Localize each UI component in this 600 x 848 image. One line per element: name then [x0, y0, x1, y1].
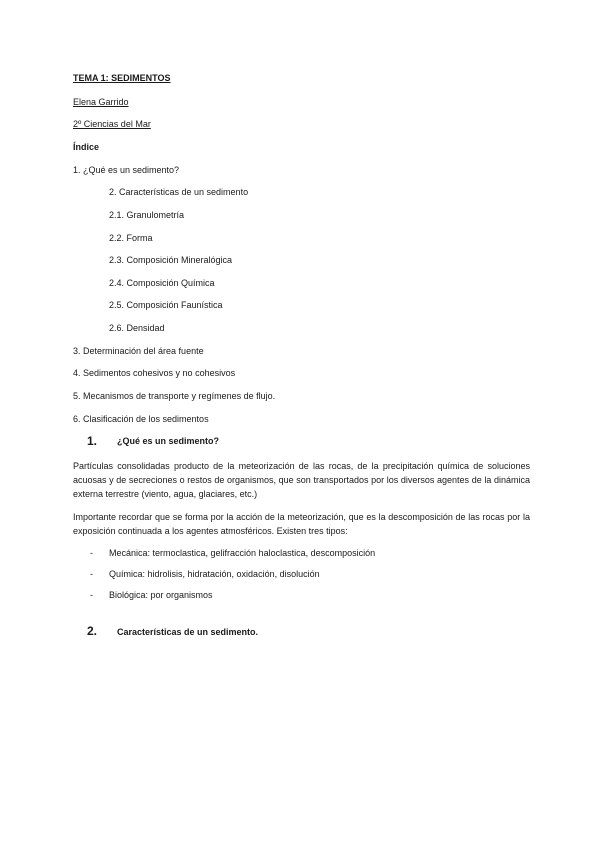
- index-item: 4. Sedimentos cohesivos y no cohesivos: [73, 368, 236, 378]
- index-item: 2. Características de un sedimento: [109, 187, 249, 197]
- list-item: Mecánica: termoclastica, gelifracción haloclastica, descomposición: [109, 548, 376, 558]
- index-item: 3. Determinación del área fuente: [73, 346, 204, 356]
- section-title: Características de un sedimento.: [117, 627, 259, 637]
- list-item: Química: hidrolisis, hidratación, oxidación, disolución: [109, 569, 320, 579]
- bullet-marker: -: [90, 569, 93, 579]
- section-number: 1.: [87, 434, 98, 448]
- index-item: 2.1. Granulometría: [109, 210, 185, 220]
- index-item: 2.5. Composición Faunística: [109, 300, 223, 310]
- section-number: 2.: [87, 624, 98, 638]
- section-title: ¿Qué es un sedimento?: [117, 436, 220, 446]
- document-title: TEMA 1: SEDIMENTOS: [73, 73, 171, 83]
- bullet-marker: -: [90, 548, 93, 558]
- index-item: 2.3. Composición Mineralógica: [109, 255, 233, 265]
- index-item: 6. Clasificación de los sedimentos: [73, 414, 209, 424]
- index-heading: Índice: [73, 142, 100, 152]
- list-item: Biológica: por organismos: [109, 590, 213, 600]
- bullet-marker: -: [90, 590, 93, 600]
- index-item: 2.6. Densidad: [109, 323, 165, 333]
- paragraph-weathering: Importante recordar que se forma por la acción de la meteorización, que es la descomposición de las rocas por la exposición continuada a los agentes atmosféricos. Existen tres tipos:: [73, 512, 530, 536]
- paragraph-definition: Partículas consolidadas producto de la meteorización de las rocas, de la precipitación química de soluciones acuosas y de secreciones o restos de organismos, que son transportados por los diversos agentes de la dinámica externa terrestre (viento, agua, glaciares, etc.): [73, 461, 530, 499]
- index-item: 2.4. Composición Química: [109, 278, 215, 288]
- index-item: 2.2. Forma: [109, 233, 153, 243]
- course-name: 2º Ciencias del Mar: [73, 119, 151, 129]
- author-name: Elena Garrido: [73, 97, 129, 107]
- index-item: 5. Mecanismos de transporte y regímenes de flujo.: [73, 391, 276, 401]
- index-item: 1. ¿Qué es un sedimento?: [73, 165, 180, 175]
